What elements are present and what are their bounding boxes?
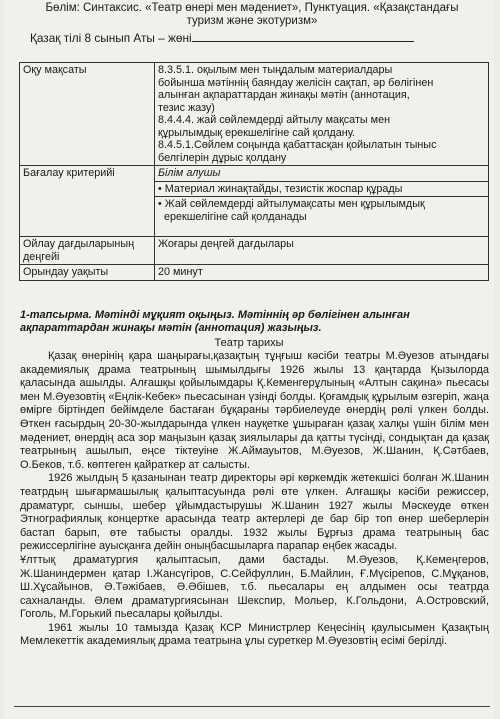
criteria-label: Бағалау критерийі xyxy=(20,166,155,237)
goal-line: алынған ақпараттардан жинақы мәтін (аннотация, xyxy=(158,89,410,101)
section-header xyxy=(22,2,482,28)
spacer xyxy=(158,223,485,235)
story-paragraph: 1926 жылдың 5 қазанынан театр директоры әрі көркемдік жетекшісі болған Ж.Шанин театрдың шығармашылық қалыптасуында рөлі өте үлкен. Алғашқы кәсіби режиссер, драматург, сыншы, шебер ұйымдастырушы Ж.Шанин 1927 жылы Мәскеуде өткен Этнографиялық концертке арасында театр актерлері де бар бір топ өнер шеберлерін бастап барып, өте табысты оралды. 1932 жылы Бұрғыз драма театрының бас режиссерлігіне ауысқанға дейін оныңбасшыларға парапар еңбек жасады. xyxy=(20,472,489,553)
document-page xyxy=(4,0,494,719)
lesson-info-table xyxy=(19,62,489,281)
goal-line: 8.3.5.1. оқылым мен тыңдалым материалдары xyxy=(158,64,393,76)
table-row xyxy=(20,237,489,265)
goal-line: 8.4.5.1.Сөйлем соңында қабаттасқан қойылатын тыныс xyxy=(158,139,437,151)
story-body xyxy=(20,350,489,649)
story-paragraph: Қазақ өнерінің қара шаңырағы,қазақтың тұңғыш кәсіби театры М.Әуезов атындағы академиялық драма театрының шымылдығы 1926 жылы 13 қаңтарда Қызылорда қаласында ашылды. Алғашқы қойылымдары Қ.Кеменгерұлының «Алтын сақина» пьесасы мен М.Әуезовтің «Еңлік-Кебек» пьесасынан үзінді болды. Қоғамдық құрылым өзгеріп, жаңа өмірге біртіндеп бейімделе бастаған бұқараны тәрбиелеуде өнердің рөлі үлкен болды. Өткен ғасырдың 20-30-жылдарында үлкен науқетке ұшыраған қазақ халқы үшін білім мен мәдениет, өнердің аса зор маңызын қазақ зиялылары да қатты түсінді, сондықтан да қазақ театрының ашылып, еңсе тіктеуіне Ж.Аймауытов, М.Әуезов, Ж.Шанин, Қ.Сәтбаев, О.Беков, т.б. көптеген қайраткер ат салысты. xyxy=(20,350,489,471)
goal-cell xyxy=(155,63,489,166)
goal-line: бойынша мәтіннің баяндау желісін сақтап, әр бөлігінен xyxy=(158,76,434,89)
header-line-2: туризм және экотуризм» xyxy=(186,15,318,27)
time-label: Орындау уақыты xyxy=(20,265,155,281)
criteria-item-2 xyxy=(155,197,489,237)
goal-label: Оқу мақсаты xyxy=(20,63,155,166)
story-paragraph: 1961 жылы 10 тамызда Қазақ КСР Министрлер Кеңесінің қаулысымен Қазақтың Мемлекеттік академиялық драма театрына ұлы суреткер М.Әуезовтің есімі берілді. xyxy=(20,621,489,648)
table-row xyxy=(20,63,489,166)
time-value: 20 минут xyxy=(155,265,489,281)
goal-line: 8.4.4.4. жай сөйлемдерді айтылу мақсаты мен xyxy=(158,114,391,126)
goal-line: белгілерін дұрыс қолдану xyxy=(158,151,287,164)
thinking-label: Ойлау дағдыларының деңгейі xyxy=(20,237,155,265)
subject-text: Қазақ тілі 8 сынып Аты – жөні xyxy=(30,31,192,45)
criteria-item-1: • Материал жинақтайды, тезистік жоспар құрады xyxy=(155,181,489,197)
criteria-item-2-line-2: ерекшелігіне сай қолданады xyxy=(164,210,307,223)
table-row xyxy=(20,166,489,182)
subject-line xyxy=(30,31,414,45)
task-instruction: 1-тапсырма. Мәтінді мұқият оқыңыз. Мәтіннің әр бөлігінен алынған ақпараттардан жинақы мәтін (аннотация) жазыңыз. xyxy=(20,309,410,334)
story-title: Театр тарихы xyxy=(214,337,284,349)
thinking-value: Жоғары деңгей дағдылары xyxy=(155,237,489,265)
bottom-rule xyxy=(14,706,490,707)
name-blank xyxy=(192,31,414,42)
goal-line: құрылымдық ерекшелігіне сай қолдану. xyxy=(158,126,356,139)
story-paragraph: Ұлттық драматургия қалыптасып, дами бастады. М.Әуезов, Қ.Кемеңгеров, Ж.Шаниндермен қатар І.Жансүгіров, С.Сейфуллин, Б.Майлин, Ғ.Мүсірепов, С.Мұқанов, Ш.Хұсайынов, Ә.Тәжібаев, Ә.Әбішев, т.б. пьесалары ең алдымен осы театрда сахналанды. Әлем драматургиясынан Шекспир, Мольер, К.Гольдони, А.Островский, Гоголь, М.Горький пьесалары қойылды. xyxy=(20,553,489,621)
table-row xyxy=(20,265,489,281)
criteria-head: Білім алушы xyxy=(155,166,489,182)
goal-line: тезис жазу) xyxy=(158,101,215,114)
criteria-item-2-line-1: • Жай сөйлемдерді айтылумақсаты мен құрылымдық xyxy=(158,198,425,210)
header-line-1: Бөлім: Синтаксис. «Театр өнері мен мәдениет», Пунктуация. «Қазақстандағы xyxy=(45,2,459,14)
